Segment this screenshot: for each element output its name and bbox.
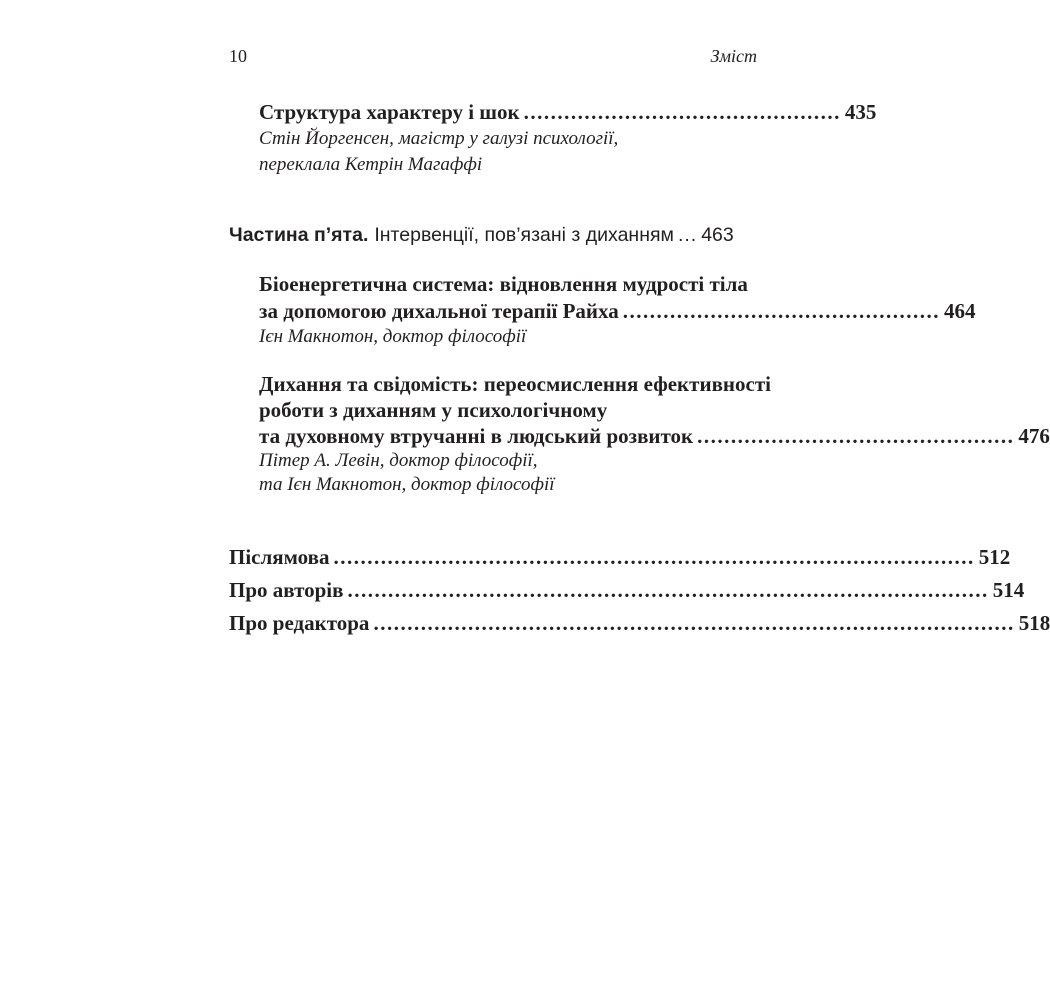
toc-entry-title: та духовному втручанні в людський розвиток	[259, 424, 694, 448]
toc-page-number: 518	[1018, 611, 1050, 635]
toc-entry-author: Пітер А. Левін, доктор філософії,	[259, 450, 538, 471]
toc-page-number: 512	[978, 545, 1011, 569]
dot-leader: ...............................................................................................	[333, 545, 975, 569]
toc-entry-author: Ієн Макнотон, доктор філософії	[259, 326, 527, 347]
running-header: Зміст	[710, 46, 757, 66]
toc-entry-title: Про редактора	[229, 611, 370, 635]
toc-entry-author: переклала Кетрін Магаффі	[259, 154, 483, 175]
toc-entry-title[interactable]: Біоенергетична система: відновлення мудрості тіла	[259, 272, 748, 296]
toc-entry-author: та Ієн Макнотон, доктор філософії	[259, 474, 555, 495]
toc-entry-title: за допомогою дихальної терапії Райха	[259, 299, 619, 323]
dot-leader: ...............................................................................................	[373, 611, 1015, 635]
toc-page-number: 514	[992, 578, 1025, 602]
toc-entry-about-authors[interactable]	[229, 576, 1025, 604]
toc-entry-title: Про авторів	[229, 578, 344, 602]
toc-entry-afterword[interactable]	[229, 543, 1011, 571]
toc-entry-title[interactable]: роботи з диханням у психологічному	[259, 398, 608, 422]
dot-leader: ...............................................	[523, 100, 841, 124]
toc-entry-title[interactable]: Дихання та свідомість: переосмислення ефективності	[259, 372, 771, 396]
toc-entry-structure-shock[interactable]	[259, 98, 877, 126]
toc-entry-bioenergetic[interactable]	[259, 297, 976, 325]
toc-entry-title: Структура характеру і шок	[259, 100, 520, 124]
toc-part-five[interactable]	[229, 220, 757, 250]
page-number: 10	[229, 46, 247, 66]
toc-page-number: 464	[944, 299, 976, 323]
dot-leader: ...............................................	[697, 424, 1015, 448]
toc-entry-about-editor[interactable]	[229, 609, 1050, 637]
toc-page-number: 476	[1018, 424, 1050, 448]
toc-entry-title: Післямова	[229, 545, 330, 569]
toc-entry-breathing[interactable]	[259, 422, 1050, 450]
dot-leader: ...............................................	[622, 299, 941, 323]
dot-leader: ...............................................................................................	[347, 578, 989, 602]
toc-page-number: 435	[844, 100, 877, 124]
dot-leader: ...	[677, 224, 698, 246]
part-title: Інтервенції, пов’язані з диханням	[374, 224, 674, 246]
toc-page-number: 463	[701, 224, 734, 246]
toc-entry-author: Стін Йоргенсен, магістр у галузі психології,	[259, 128, 619, 149]
part-label: Частина п’ята.	[229, 224, 369, 246]
